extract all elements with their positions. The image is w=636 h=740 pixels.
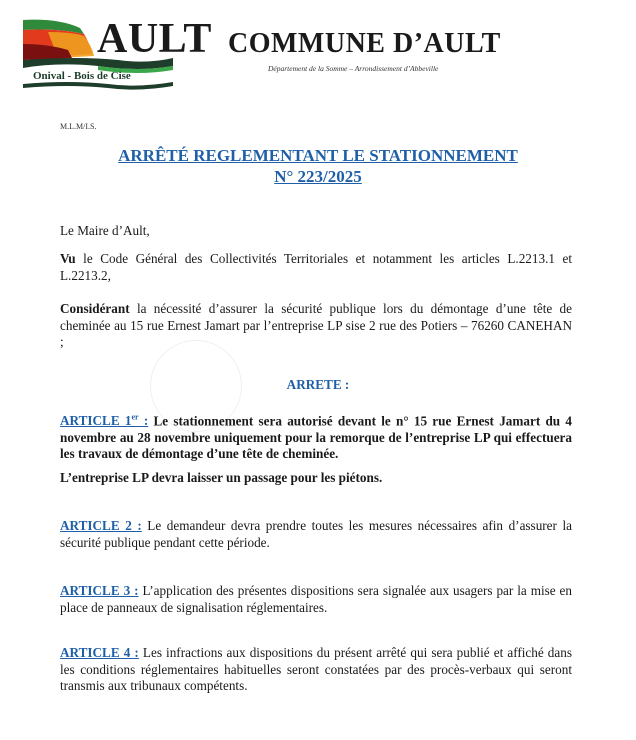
article-1-label-text: ARTICLE 1 bbox=[60, 413, 132, 429]
maire-line: Le Maire d’Ault, bbox=[60, 223, 150, 238]
article-1-text: Le stationnement sera autorisé devant le n° 15 rue Ernest Jamart du 4 novembre au 28 novembre uniquement pour la remorque de l’entreprise LP qui effectuera les travaux de démontage d’une tête de cheminée. bbox=[60, 413, 572, 462]
logo-text: AULT bbox=[97, 16, 212, 62]
vu-paragraph bbox=[60, 251, 572, 284]
article-1-label bbox=[60, 413, 148, 428]
article-1-label-suffix: : bbox=[138, 413, 149, 429]
article-4-label: ARTICLE 4 : bbox=[60, 645, 139, 660]
article-3 bbox=[60, 583, 572, 616]
logo-subtitle: Onival - Bois de Cise bbox=[33, 70, 131, 82]
article-1-note: L’entreprise LP devra laisser un passage pour les piétons. bbox=[60, 470, 383, 485]
article-2 bbox=[60, 518, 572, 551]
article-1-label-sup: er bbox=[131, 413, 139, 422]
article-4-text: Les infractions aux dispositions du présent arrêté qui sera publié et affiché dans les conditions réglementaires habituelles seront constatées par des procès-verbaux qui seront transmis aux tribunaux compétents. bbox=[60, 645, 572, 693]
article-2-label: ARTICLE 2 : bbox=[60, 518, 142, 533]
considerant-paragraph bbox=[60, 301, 572, 351]
vu-label: Vu bbox=[60, 251, 76, 266]
vu-text: le Code Général des Collectivités Territoriales et notamment les articles L.2213.1 et L.2213.2, bbox=[60, 251, 572, 283]
arrete-heading: ARRETE : bbox=[286, 377, 350, 392]
considerant-label: Considérant bbox=[60, 301, 130, 316]
article-4 bbox=[60, 645, 572, 695]
article-3-label: ARTICLE 3 : bbox=[60, 583, 139, 598]
commune-title: COMMUNE D’AULT bbox=[228, 28, 501, 59]
article-1 bbox=[60, 410, 572, 463]
department-subtitle: Département de la Somme – Arrondissement d’Abbeville bbox=[268, 64, 439, 73]
reference: M.L.M/I.S. bbox=[60, 122, 97, 131]
considerant-text: la nécessité d’assurer la sécurité publique lors du démontage d’une tête de cheminée au 15 rue Ernest Jamart par l’entreprise LP sise 2 rue des Potiers – 76260 CANEHAN ; bbox=[60, 301, 572, 349]
decree-title: ARRÊTÉ REGLEMENTANT LE STATIONNEMENT bbox=[118, 146, 518, 165]
article-3-text: L’application des présentes dispositions sera signalée aux usagers par la mise en place de panneaux de signalisation réglementaires. bbox=[60, 583, 572, 615]
article-2-text: Le demandeur devra prendre toutes les mesures nécessaires afin d’assurer la sécurité publique pendant cette période. bbox=[60, 518, 573, 550]
decree-number: N° 223/2025 bbox=[274, 167, 362, 186]
